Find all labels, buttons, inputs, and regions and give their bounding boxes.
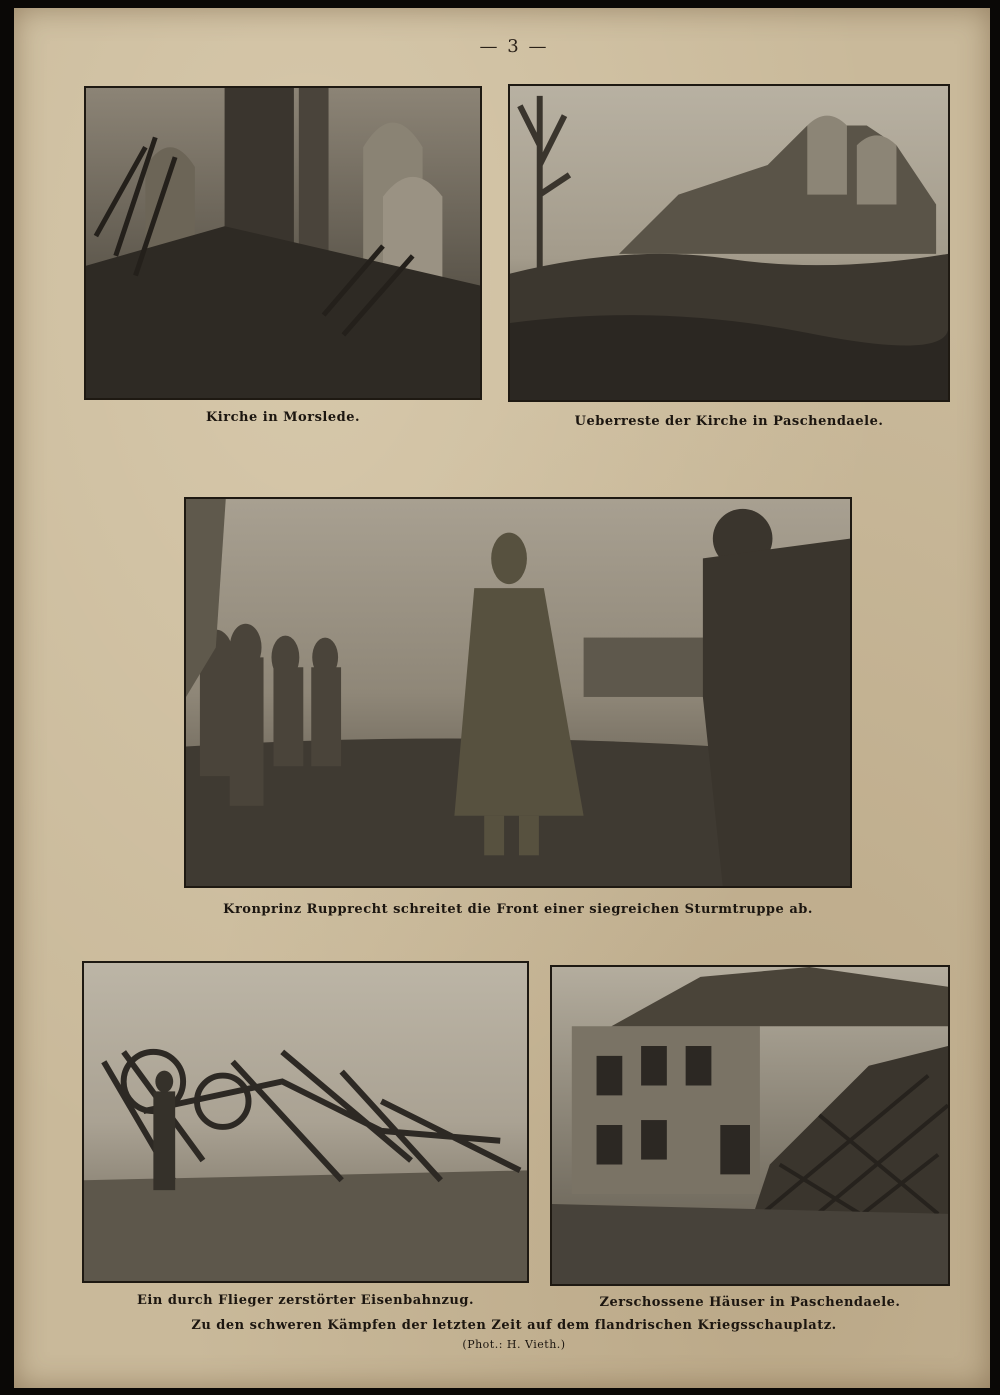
- caption-houses: Zerschossene Häuser in Paschendaele.: [599, 1295, 901, 1310]
- soldiers-parade-image: [186, 499, 850, 886]
- photo-kronprinz-rupprecht: [184, 497, 852, 888]
- photo-church-morslede: [84, 86, 482, 400]
- caption-train: Ein durch Flieger zerstörter Eisenbahnzug.: [137, 1293, 474, 1308]
- caption-kronprinz: Kronprinz Rupprecht schreitet die Front einer siegreichen Sturmtruppe ab.: [223, 902, 813, 917]
- caption-paschendaele-church: Ueberreste der Kirche in Paschendaele.: [574, 414, 884, 429]
- ruined-houses-image: [552, 967, 948, 1284]
- photo-destroyed-train: [82, 961, 529, 1283]
- photo-credit: (Phot.: H. Vieth.): [462, 1338, 566, 1351]
- newspaper-page: [14, 8, 990, 1388]
- caption-morslede: Kirche in Morslede.: [206, 410, 360, 425]
- train-wreck-image: [84, 963, 527, 1281]
- church-exterior-ruin-image: [510, 86, 948, 400]
- general-caption: Zu den schweren Kämpfen der letzten Zeit auf dem flandrischen Kriegsschauplatz.: [191, 1318, 837, 1333]
- photo-church-paschendaele: [508, 84, 950, 402]
- church-interior-ruin-image: [86, 88, 480, 398]
- page-number: — 3 —: [479, 36, 549, 57]
- photo-destroyed-houses: [550, 965, 950, 1286]
